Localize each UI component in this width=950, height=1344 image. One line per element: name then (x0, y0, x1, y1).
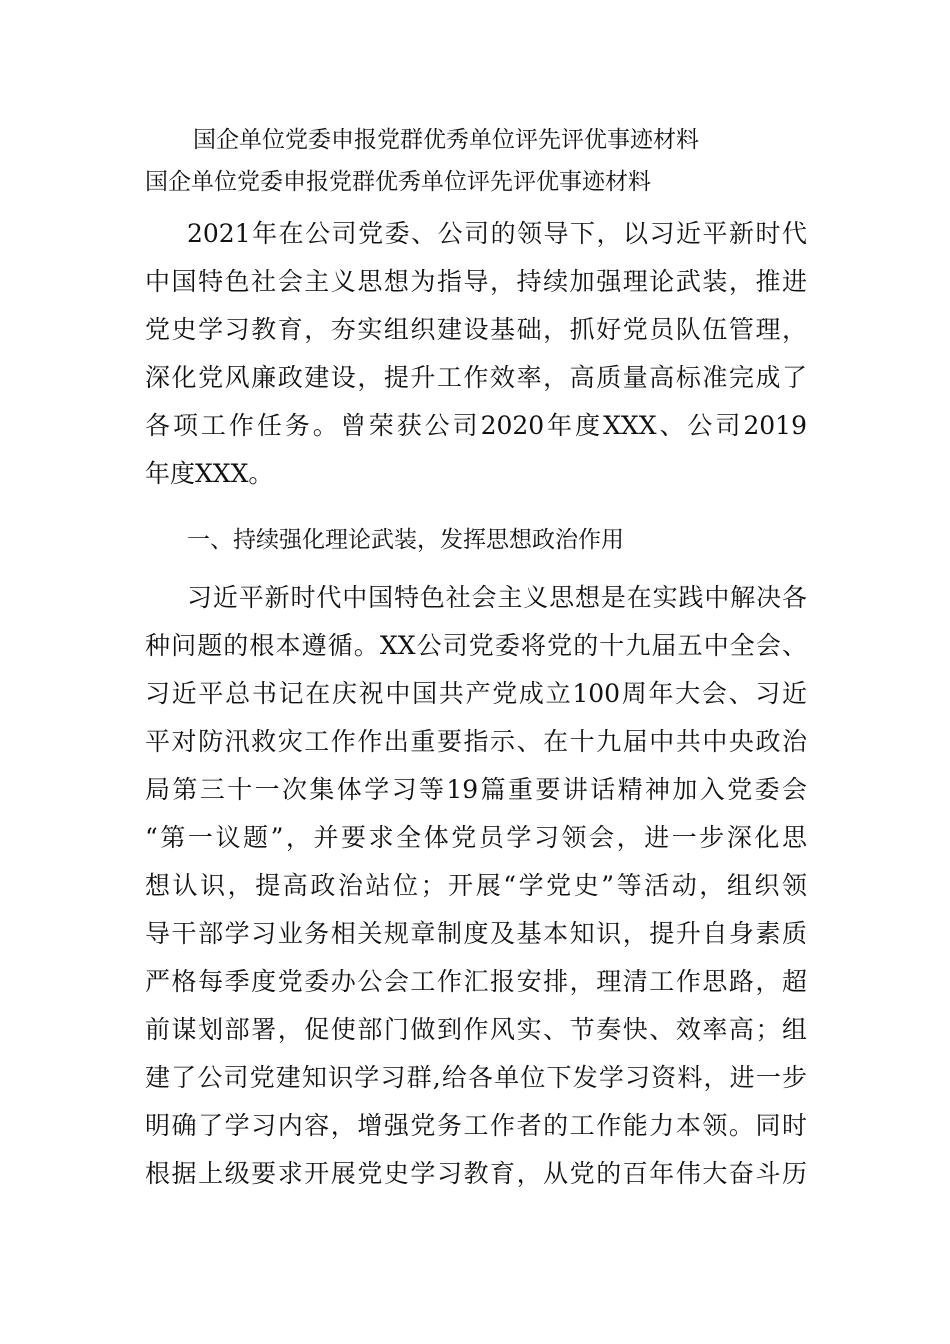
paragraph-line: 想认识，提高政治站位；开展“学党史”等活动，组织领 (145, 871, 807, 900)
paragraph-line: “第一议题”，并要求全体党员学习领会，进一步深化思 (145, 823, 807, 852)
paragraph-line: 导干部学习业务相关规章制度及基本知识，提升自身素质 (145, 919, 807, 948)
paragraph-line: 根据上级要求开展党史学习教育，从党的百年伟大奋斗历 (145, 1159, 807, 1188)
paragraph-intro (145, 210, 807, 498)
paragraph-line: 中国特色社会主义思想为指导，持续加强理论武装，推进 (145, 267, 807, 296)
paragraph-line: 前谋划部署，促使部门做到作风实、节奏快、效率高；组 (145, 1015, 807, 1044)
paragraph-line: 局第三十一次集体学习等19篇重要讲话精神加入党委会 (145, 775, 807, 804)
document-title: 国企单位党委申报党群优秀单位评先评优事迹材料 (193, 127, 699, 153)
section-heading: 一、持续强化理论武装，发挥思想政治作用 (187, 527, 624, 553)
paragraph-line: 严格每季度党委办公会工作汇报安排，理清工作思路，超 (145, 967, 807, 996)
paragraph-line: 党史学习教育，夯实组织建设基础，抓好党员队伍管理， (145, 315, 807, 344)
paragraph-line: 深化党风廉政建设，提升工作效率，高质量高标准完成了 (145, 363, 807, 392)
paragraph-line: 2021年在公司党委、公司的领导下，以习近平新时代 (187, 219, 807, 248)
paragraph-line: 建了公司党建知识学习群,给各单位下发学习资料，进一步 (145, 1063, 807, 1092)
paragraph-theory (145, 574, 807, 1198)
paragraph-line: 各项工作任务。曾荣获公司2020年度XXX、公司2019 (145, 411, 807, 440)
paragraph-line: 习近平总书记在庆祝中国共产党成立100周年大会、习近 (145, 679, 807, 708)
paragraph-line: 平对防汛救灾工作作出重要指示、在十九届中共中央政治 (145, 727, 807, 756)
section-heading-block (145, 516, 807, 564)
paragraph-line: 习近平新时代中国特色社会主义思想是在实践中解决各 (187, 583, 807, 612)
document-subtitle: 国企单位党委申报党群优秀单位评先评优事迹材料 (145, 169, 651, 195)
paragraph-line: 种问题的根本遵循。XX公司党委将党的十九届五中全会、 (145, 631, 807, 660)
paragraph-line: 年度XXX。 (145, 459, 274, 488)
paragraph-line: 明确了学习内容，增强党务工作者的工作能力本领。同时 (145, 1111, 807, 1140)
document-body (145, 124, 807, 1198)
